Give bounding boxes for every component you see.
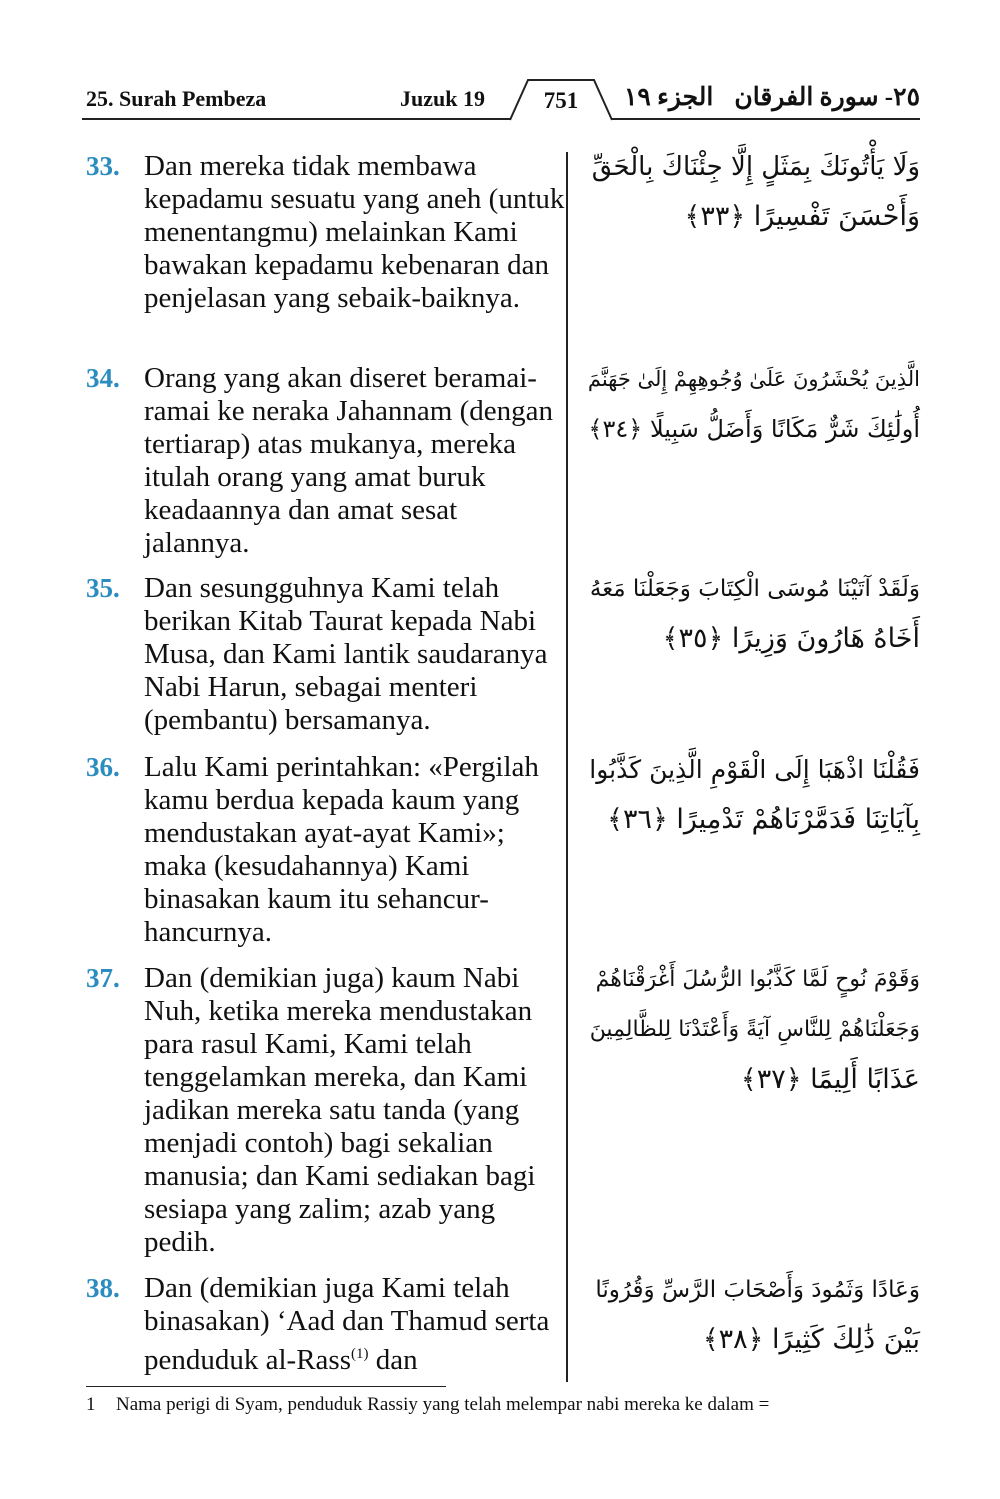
verse-number: 34. — [86, 363, 120, 393]
verse-number: 38. — [86, 1273, 120, 1303]
header-surah-arabic: ٢٥- سورة الفرقان — [734, 84, 920, 111]
verse-38-arabic — [582, 1265, 920, 1365]
verse-translation: Orang yang akan diseret beramai-ramai ke neraka Jahannam (dengan tertiarap) atas mukanya, mereka itulah orang yang amat buruk keadaannya dan amat sesat jalannya. — [144, 362, 554, 559]
verse-34 — [86, 362, 566, 560]
header-surah-title: 25. Surah Pembeza — [86, 86, 267, 111]
arabic-line: بِآيَاتِنَا فَدَمَّرْنَاهُمْ تَدْمِيرًا ﴿٣٦﴾ — [607, 804, 920, 835]
verse-37 — [86, 962, 566, 1259]
arabic-line: وَعَادًا وَثَمُودَ وَأَصْحَابَ الرَّسِّ وَقُرُونًا — [595, 1277, 920, 1303]
header-rule-right — [612, 118, 920, 120]
verse-36 — [86, 751, 566, 949]
footnote-reference: (1) — [351, 1346, 369, 1362]
arabic-line: بَيْنَ ذَٰلِكَ كَثِيرًا ﴿٣٨﴾ — [702, 1324, 920, 1355]
arabic-line: وَجَعَلْنَاهُمْ لِلنَّاسِ آيَةً وَأَعْتَدْنَا لِلظَّالِمِينَ — [589, 1017, 920, 1042]
column-divider — [566, 152, 568, 1382]
verse-36-arabic — [582, 745, 920, 845]
arabic-line: أَخَاهُ هَارُونَ وَزِيرًا ﴿٣٥﴾ — [662, 623, 920, 654]
verse-translation: Dan (demikian juga) kaum Nabi Nuh, ketika mereka mendustakan para rasul Kami, Kami telah tenggelamkan mereka, dan Kami jadikan mereka satu tanda (yang menjadi contoh) bagi sekalian manusia; dan Kami sediakan bagi sesiapa yang zalim; azab yang pedih. — [144, 962, 536, 1258]
verse-number: 33. — [86, 151, 120, 181]
footnote-separator — [86, 1386, 446, 1387]
verse-number: 36. — [86, 752, 120, 782]
verse-number: 37. — [86, 963, 120, 993]
verse-34-arabic — [582, 354, 920, 454]
footnote-text: Nama perigi di Syam, penduduk Rassiy yang telah melempar nabi mereka ke dalam = — [116, 1394, 770, 1415]
arabic-line: عَذَابًا أَلِيمًا ﴿٣٧﴾ — [740, 1064, 920, 1095]
verse-translation — [144, 1272, 566, 1377]
verse-translation: Dan sesungguhnya Kami telah berikan Kitab Taurat kepada Nabi Musa, dan Kami lantik saudaranya Nabi Harun, sebagai menteri (pembantu) bersamanya. — [144, 572, 548, 736]
verse-33-arabic — [582, 142, 920, 242]
arabic-line: وَلَقَدْ آتَيْنَا مُوسَى الْكِتَابَ وَجَعَلْنَا مَعَهُ — [589, 576, 920, 602]
verse-translation: Lalu Kami perintahkan: «Pergilah kamu berdua kepada kaum yang mendustakan ayat-ayat Kami»; maka (kesudahannya) Kami binasakan kaum itu sehancur-hancurnya. — [144, 751, 539, 948]
page-number: 751 — [543, 88, 579, 113]
arabic-line: فَقُلْنَا اذْهَبَا إِلَى الْقَوْمِ الَّذِينَ كَذَّبُوا — [589, 755, 920, 784]
verse-translation-text: Dan (demikian juga Kami telah binasakan) ‘Aad dan Thamud serta penduduk al-Rass — [144, 1272, 550, 1376]
footnote-number: 1 — [86, 1394, 96, 1415]
arabic-line: وَقَوْمَ نُوحٍ لَمَّا كَذَّبُوا الرُّسُلَ أَغْرَقْنَاهُمْ — [595, 967, 920, 992]
arabic-line: أُولَٰئِكَ شَرٌّ مَكَانًا وَأَضَلُّ سَبِيلًا ﴿٣٤﴾ — [588, 415, 920, 443]
arabic-line: وَأَحْسَنَ تَفْسِيرًا ﴿٣٣﴾ — [684, 201, 920, 232]
verse-35-arabic — [582, 564, 920, 664]
verse-translation-continued: dan — [368, 1344, 418, 1376]
header-rule-left — [82, 118, 510, 120]
verse-number: 35. — [86, 573, 120, 603]
verse-35 — [86, 572, 566, 737]
verse-37-arabic — [582, 955, 920, 1105]
header-juzuk: Juzuk 19 — [400, 86, 485, 111]
verse-translation: Dan mereka tidak membawa kepadamu sesuatu yang aneh (untuk menentangmu) melainkan Kami bawakan kepadamu kebenaran dan penjelasan yang sebaik-baiknya. — [144, 150, 565, 314]
verse-33 — [86, 150, 566, 315]
arabic-line: وَلَا يَأْتُونَكَ بِمَثَلٍ إِلَّا جِئْنَاكَ بِالْحَقِّ — [591, 152, 920, 182]
arabic-line: الَّذِينَ يُحْشَرُونَ عَلَىٰ وُجُوهِهِمْ إِلَىٰ جَهَنَّمَ — [587, 367, 920, 391]
verse-38 — [86, 1272, 566, 1377]
footnote — [86, 1394, 769, 1416]
header-juz-arabic: الجزء ١٩ — [624, 84, 714, 111]
